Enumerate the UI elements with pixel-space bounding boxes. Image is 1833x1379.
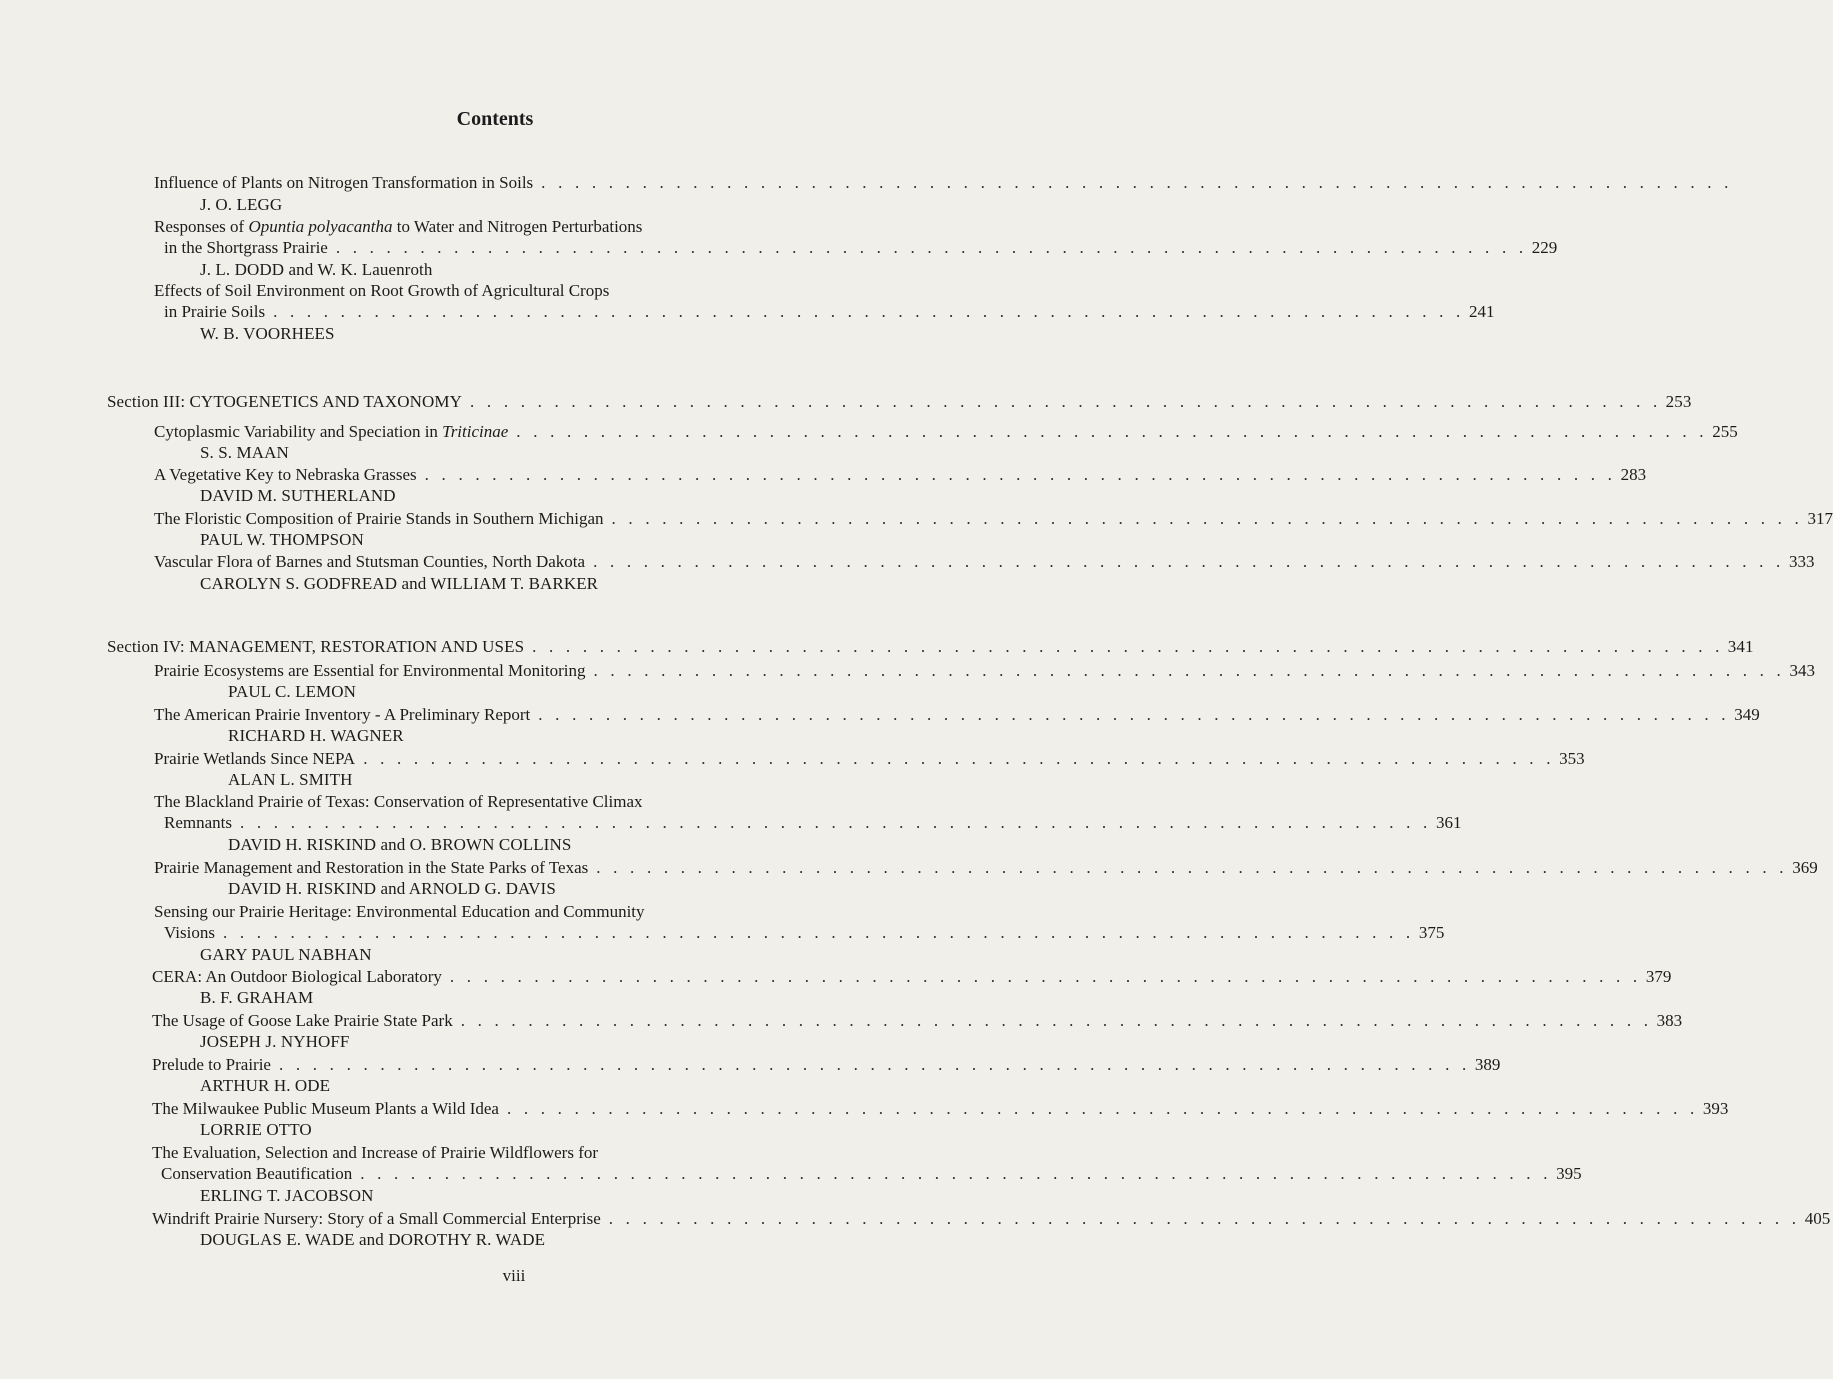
page-title: Contents	[456, 108, 534, 130]
page-number: 353	[1559, 749, 1585, 768]
page-number: 255	[1712, 422, 1738, 441]
page-number: 283	[1620, 465, 1647, 484]
page-number: 229	[1531, 238, 1558, 257]
toc-entry-title: Visions . . . . . . . . . . . . . . . . . . . . . . . . . . . . . . . . . . . . . . . . . . . . . . . . . . . . . . . . . . . . . . . . . . . . . . . 375	[164, 923, 1445, 942]
page-number: 383	[1656, 1011, 1683, 1030]
toc-entry-author: JOSEPH J. NYHOFF	[200, 1032, 350, 1051]
dot-leader: . . . . . . . . . . . . . . . . . . . . . . . . . . . . . . . . . . . . . . . . . . . . . . . . . . . . . . . . . . . . . . . . . . . . . . .	[516, 422, 1708, 441]
toc-entry-title: Conservation Beautification . . . . . . . . . . . . . . . . . . . . . . . . . . . . . . . . . . . . . . . . . . . . . . . . . . . . . . . . . . . . . . . . . . . . . . . 395	[161, 1164, 1582, 1183]
dot-leader: . . . . . . . . . . . . . . . . . . . . . . . . . . . . . . . . . . . . . . . . . . . . . . . . . . . . . . . . . . . . . . . . . . . . . . .	[532, 637, 1724, 656]
toc-entry-title: The American Prairie Inventory - A Preliminary Report . . . . . . . . . . . . . . . . . . . . . . . . . . . . . . . . . . . . . . . . . . . . . . . . . . . . . . . . . . . . . . . . . . . . . . . 349	[154, 705, 1760, 724]
toc-entry-author: CAROLYN S. GODFREAD and WILLIAM T. BARKER	[200, 574, 599, 593]
toc-entry-title: Prelude to Prairie . . . . . . . . . . . . . . . . . . . . . . . . . . . . . . . . . . . . . . . . . . . . . . . . . . . . . . . . . . . . . . . . . . . . . . . 389	[152, 1055, 1501, 1074]
section-heading: Section IV: MANAGEMENT, RESTORATION AND USES . . . . . . . . . . . . . . . . . . . . . . . . . . . . . . . . . . . . . . . . . . . . . . . . . . . . . . . . . . . . . . . . . . . . . . . 341	[107, 637, 1754, 656]
dot-leader: . . . . . . . . . . . . . . . . . . . . . . . . . . . . . . . . . . . . . . . . . . . . . . . . . . . . . . . . . . . . . . . . . . . . . . .	[240, 813, 1432, 832]
italic-taxon: Triticinae	[442, 422, 509, 441]
dot-leader: . . . . . . . . . . . . . . . . . . . . . . . . . . . . . . . . . . . . . . . . . . . . . . . . . . . . . . . . . . . . . . . . . . . . . . .	[611, 509, 1803, 528]
dot-leader: . . . . . . . . . . . . . . . . . . . . . . . . . . . . . . . . . . . . . . . . . . . . . . . . . . . . . . . . . . . . . . . . . . . . . . .	[278, 1055, 1471, 1074]
page-number: 393	[1702, 1099, 1729, 1118]
toc-entry-author: LORRIE OTTO	[200, 1120, 312, 1139]
toc-entry-author: DOUGLAS E. WADE and DOROTHY R. WADE	[200, 1230, 546, 1249]
toc-entry-author: J. O. LEGG	[200, 195, 283, 214]
dot-leader: . . . . . . . . . . . . . . . . . . . . . . . . . . . . . . . . . . . . . . . . . . . . . . . . . . . . . . . . . . . . . . . . . . . . . . .	[449, 967, 1642, 986]
toc-entry-author: ARTHUR H. ODE	[200, 1076, 331, 1095]
page-number: 389	[1474, 1055, 1501, 1074]
toc-entry-title: Prairie Wetlands Since NEPA . . . . . . . . . . . . . . . . . . . . . . . . . . . . . . . . . . . . . . . . . . . . . . . . . . . . . . . . . . . . . . . . . . . . . . . 353	[154, 749, 1585, 768]
toc-entry-author: B. F. GRAHAM	[200, 988, 314, 1007]
page-number: 405	[1804, 1209, 1831, 1228]
page-number: 361	[1435, 813, 1462, 832]
toc-entry-title: The Floristic Composition of Prairie Stands in Southern Michigan . . . . . . . . . . . . . . . . . . . . . . . . . . . . . . . . . . . . . . . . . . . . . . . . . . . . . . . . . . . . . . . . . . . . . . . 317	[154, 509, 1833, 528]
toc-entry-title: in the Shortgrass Prairie . . . . . . . . . . . . . . . . . . . . . . . . . . . . . . . . . . . . . . . . . . . . . . . . . . . . . . . . . . . . . . . . . . . . . . . 229	[164, 238, 1558, 257]
toc-entry-title: The Milwaukee Public Museum Plants a Wild Idea . . . . . . . . . . . . . . . . . . . . . . . . . . . . . . . . . . . . . . . . . . . . . . . . . . . . . . . . . . . . . . . . . . . . . . . 393	[152, 1099, 1729, 1118]
page-number: 241	[1469, 302, 1495, 321]
italic-taxon: Opuntia polyacantha	[248, 217, 393, 236]
toc-entry-title: Sensing our Prairie Heritage: Environmental Education and Community	[154, 902, 645, 921]
dot-leader: . . . . . . . . . . . . . . . . . . . . . . . . . . . . . . . . . . . . . . . . . . . . . . . . . . . . . . . . . . . . . . . . . . . . . . .	[360, 1164, 1552, 1183]
dot-leader: . . . . . . . . . . . . . . . . . . . . . . . . . . . . . . . . . . . . . . . . . . . . . . . . . . . . . . . . . . . . . . . . . . . . . . .	[363, 749, 1555, 768]
toc-entry-title: Prairie Ecosystems are Essential for Environmental Monitoring . . . . . . . . . . . . . . . . . . . . . . . . . . . . . . . . . . . . . . . . . . . . . . . . . . . . . . . . . . . . . . . . . . . . . . . 343	[154, 661, 1815, 680]
dot-leader: . . . . . . . . . . . . . . . . . . . . . . . . . . . . . . . . . . . . . . . . . . . . . . . . . . . . . . . . . . . . . . . . . . . . . . .	[460, 1011, 1653, 1030]
dot-leader: . . . . . . . . . . . . . . . . . . . . . . . . . . . . . . . . . . . . . . . . . . . . . . . . . . . . . . . . . . . . . . . . . . . . . . .	[273, 302, 1465, 321]
toc-entry-title: The Usage of Goose Lake Prairie State Park . . . . . . . . . . . . . . . . . . . . . . . . . . . . . . . . . . . . . . . . . . . . . . . . . . . . . . . . . . . . . . . . . . . . . . . 383	[152, 1011, 1683, 1030]
toc-entry-title: The Evaluation, Selection and Increase of Prairie Wildflowers for	[152, 1143, 599, 1162]
dot-leader: . . . . . . . . . . . . . . . . . . . . . . . . . . . . . . . . . . . . . . . . . . . . . . . . . . . . . . . . . . . . . . . . . . . . . . .	[593, 552, 1785, 571]
page-number: 369	[1792, 858, 1818, 877]
toc-entry-author: J. L. DODD and W. K. Lauenroth	[200, 260, 433, 279]
page-number: 317	[1807, 509, 1833, 528]
dot-leader: . . . . . . . . . . . . . . . . . . . . . . . . . . . . . . . . . . . . . . . . . . . . . . . . . . . . . . . . . . . . . . . . . . . . . . .	[596, 858, 1788, 877]
dot-leader: . . . . . . . . . . . . . . . . . . . . . . . . . . . . . . . . . . . . . . . . . . . . . . . . . . . . . . . . . . . . . . . . . . . . . . .	[424, 465, 1617, 484]
page-folio: viii	[502, 1266, 526, 1285]
page-number: 349	[1734, 705, 1760, 724]
toc-entry-author: ALAN L. SMITH	[228, 770, 353, 789]
toc-entry-title: in Prairie Soils . . . . . . . . . . . . . . . . . . . . . . . . . . . . . . . . . . . . . . . . . . . . . . . . . . . . . . . . . . . . . . . . . . . . . . . 241	[164, 302, 1495, 321]
toc-entry-author: GARY PAUL NABHAN	[200, 945, 372, 964]
dot-leader: . . . . . . . . . . . . . . . . . . . . . . . . . . . . . . . . . . . . . . . . . . . . . . . . . . . . . . . . . . . . . . . . . . . . . . .	[608, 1209, 1801, 1228]
toc-entry-author: ERLING T. JACOBSON	[200, 1186, 374, 1205]
toc-entry-author: W. B. VOORHEES	[200, 324, 335, 343]
toc-entry-title: Responses of Opuntia polyacantha to Water and Nitrogen Perturbations	[154, 217, 643, 236]
dot-leader: . . . . . . . . . . . . . . . . . . . . . . . . . . . . . . . . . . . . . . . . . . . . . . . . . . . . . . . . . . . . . . . . . . . . . . .	[506, 1099, 1699, 1118]
toc-entry-title: A Vegetative Key to Nebraska Grasses . . . . . . . . . . . . . . . . . . . . . . . . . . . . . . . . . . . . . . . . . . . . . . . . . . . . . . . . . . . . . . . . . . . . . . . 283	[154, 465, 1647, 484]
toc-entry-author: RICHARD H. WAGNER	[228, 726, 404, 745]
toc-entry-title: Effects of Soil Environment on Root Growth of Agricultural Crops	[154, 281, 610, 300]
page-number: 333	[1789, 552, 1815, 571]
toc-entry-title: Vascular Flora of Barnes and Stutsman Counties, North Dakota . . . . . . . . . . . . . . . . . . . . . . . . . . . . . . . . . . . . . . . . . . . . . . . . . . . . . . . . . . . . . . . . . . . . . . . 333	[154, 552, 1815, 571]
toc-entry-author: S. S. MAAN	[200, 443, 289, 462]
toc-entry-author: DAVID H. RISKIND and ARNOLD G. DAVIS	[228, 879, 556, 898]
dot-leader: . . . . . . . . . . . . . . . . . . . . . . . . . . . . . . . . . . . . . . . . . . . . . . . . . . . . . . . . . . . . . . . . . . . . . . .	[222, 923, 1415, 942]
page-number: 343	[1789, 661, 1815, 680]
section-heading: Section III: CYTOGENETICS AND TAXONOMY . . . . . . . . . . . . . . . . . . . . . . . . . . . . . . . . . . . . . . . . . . . . . . . . . . . . . . . . . . . . . . . . . . . . . . . 253	[107, 392, 1692, 411]
toc-entry-title: Windrift Prairie Nursery: Story of a Small Commercial Enterprise . . . . . . . . . . . . . . . . . . . . . . . . . . . . . . . . . . . . . . . . . . . . . . . . . . . . . . . . . . . . . . . . . . . . . . . 405	[152, 1209, 1831, 1228]
page-number: 379	[1645, 967, 1672, 986]
page-number: 395	[1556, 1164, 1582, 1183]
dot-leader: . . . . . . . . . . . . . . . . . . . . . . . . . . . . . . . . . . . . . . . . . . . . . . . . . . . . . . . . . . . . . . . . . . . . . . .	[541, 173, 1733, 192]
dot-leader: . . . . . . . . . . . . . . . . . . . . . . . . . . . . . . . . . . . . . . . . . . . . . . . . . . . . . . . . . . . . . . . . . . . . . . .	[335, 238, 1528, 257]
toc-entry-author: PAUL C. LEMON	[228, 682, 357, 701]
dot-leader: . . . . . . . . . . . . . . . . . . . . . . . . . . . . . . . . . . . . . . . . . . . . . . . . . . . . . . . . . . . . . . . . . . . . . . .	[593, 661, 1785, 680]
dot-leader: . . . . . . . . . . . . . . . . . . . . . . . . . . . . . . . . . . . . . . . . . . . . . . . . . . . . . . . . . . . . . . . . . . . . . . .	[470, 392, 1662, 411]
toc-entry-author: PAUL W. THOMPSON	[200, 530, 364, 549]
toc-entry-title: CERA: An Outdoor Biological Laboratory . . . . . . . . . . . . . . . . . . . . . . . . . . . . . . . . . . . . . . . . . . . . . . . . . . . . . . . . . . . . . . . . . . . . . . . 379	[152, 967, 1672, 986]
toc-entry-title: Influence of Plants on Nitrogen Transformation in Soils . . . . . . . . . . . . . . . . . . . . . . . . . . . . . . . . . . . . . . . . . . . . . . . . . . . . . . . . . . . . . . . . . . . . . . .	[154, 173, 1733, 192]
page-number: 375	[1418, 923, 1445, 942]
dot-leader: . . . . . . . . . . . . . . . . . . . . . . . . . . . . . . . . . . . . . . . . . . . . . . . . . . . . . . . . . . . . . . . . . . . . . . .	[538, 705, 1730, 724]
toc-entry-title: Cytoplasmic Variability and Speciation in Triticinae . . . . . . . . . . . . . . . . . . . . . . . . . . . . . . . . . . . . . . . . . . . . . . . . . . . . . . . . . . . . . . . . . . . . . . . 255	[154, 422, 1738, 441]
toc-entry-author: DAVID H. RISKIND and O. BROWN COLLINS	[228, 835, 572, 854]
toc-entry-author: DAVID M. SUTHERLAND	[200, 486, 396, 505]
toc-entry-title: Remnants . . . . . . . . . . . . . . . . . . . . . . . . . . . . . . . . . . . . . . . . . . . . . . . . . . . . . . . . . . . . . . . . . . . . . . . 361	[164, 813, 1462, 832]
toc-entry-title: The Blackland Prairie of Texas: Conservation of Representative Climax	[154, 792, 643, 811]
page-number: 341	[1727, 637, 1754, 656]
toc-entry-title: Prairie Management and Restoration in the State Parks of Texas . . . . . . . . . . . . . . . . . . . . . . . . . . . . . . . . . . . . . . . . . . . . . . . . . . . . . . . . . . . . . . . . . . . . . . . 369	[154, 858, 1818, 877]
page-number: 253	[1665, 392, 1692, 411]
